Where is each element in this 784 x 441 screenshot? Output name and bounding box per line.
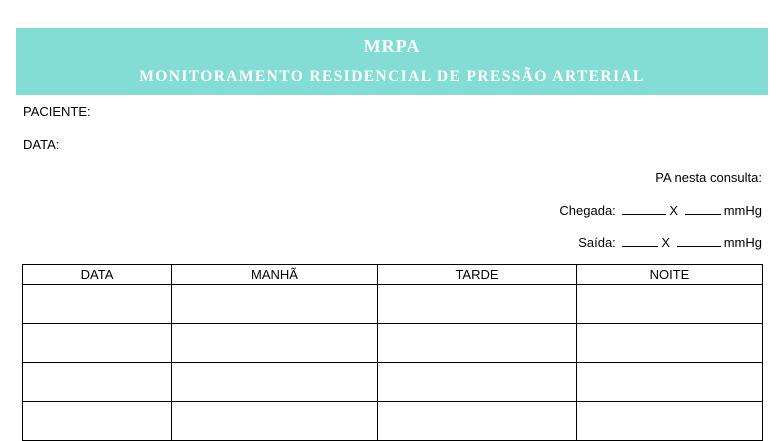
column-header-manha: MANHÃ [172, 265, 378, 285]
table-cell[interactable] [172, 402, 378, 441]
table-cell[interactable] [577, 402, 763, 441]
column-header-data: DATA [23, 265, 172, 285]
paciente-label: PACIENTE: [23, 104, 91, 119]
table-row [23, 402, 763, 441]
table-row [23, 324, 763, 363]
table-cell[interactable] [577, 363, 763, 402]
table-cell[interactable] [23, 402, 172, 441]
chegada-systolic-blank[interactable] [622, 202, 666, 215]
chegada-unit: mmHg [723, 203, 762, 218]
table-cell[interactable] [23, 324, 172, 363]
table-header-row [23, 265, 763, 285]
column-header-noite: NOITE [577, 265, 763, 285]
saida-diastolic-blank[interactable] [677, 234, 721, 247]
table-cell[interactable] [378, 324, 577, 363]
data-label: DATA: [23, 137, 60, 152]
table-cell[interactable] [378, 363, 577, 402]
chegada-separator: X [669, 203, 679, 218]
table-cell[interactable] [172, 285, 378, 324]
chegada-label: Chegada: [559, 203, 616, 218]
table-cell[interactable] [577, 324, 763, 363]
saida-separator: X [661, 235, 671, 250]
saida-line [578, 234, 762, 250]
table-row [23, 285, 763, 324]
chegada-diastolic-blank[interactable] [685, 202, 721, 215]
page-subtitle: MONITORAMENTO RESIDENCIAL DE PRESSÃO ARTERIAL [139, 68, 645, 85]
table-cell[interactable] [378, 402, 577, 441]
table-cell[interactable] [378, 285, 577, 324]
table-cell[interactable] [172, 363, 378, 402]
column-header-tarde: TARDE [378, 265, 577, 285]
table-cell[interactable] [23, 285, 172, 324]
page-title: MRPA [363, 36, 421, 56]
header-banner [16, 28, 768, 95]
pressure-log-table [22, 264, 763, 441]
saida-label: Saída: [578, 235, 616, 250]
pa-heading: PA nesta consulta: [655, 170, 762, 185]
chegada-line [559, 202, 762, 218]
table-cell[interactable] [577, 285, 763, 324]
table-cell[interactable] [23, 363, 172, 402]
table-cell[interactable] [172, 324, 378, 363]
saida-unit: mmHg [723, 235, 762, 250]
saida-systolic-blank[interactable] [622, 234, 658, 247]
table-row [23, 363, 763, 402]
